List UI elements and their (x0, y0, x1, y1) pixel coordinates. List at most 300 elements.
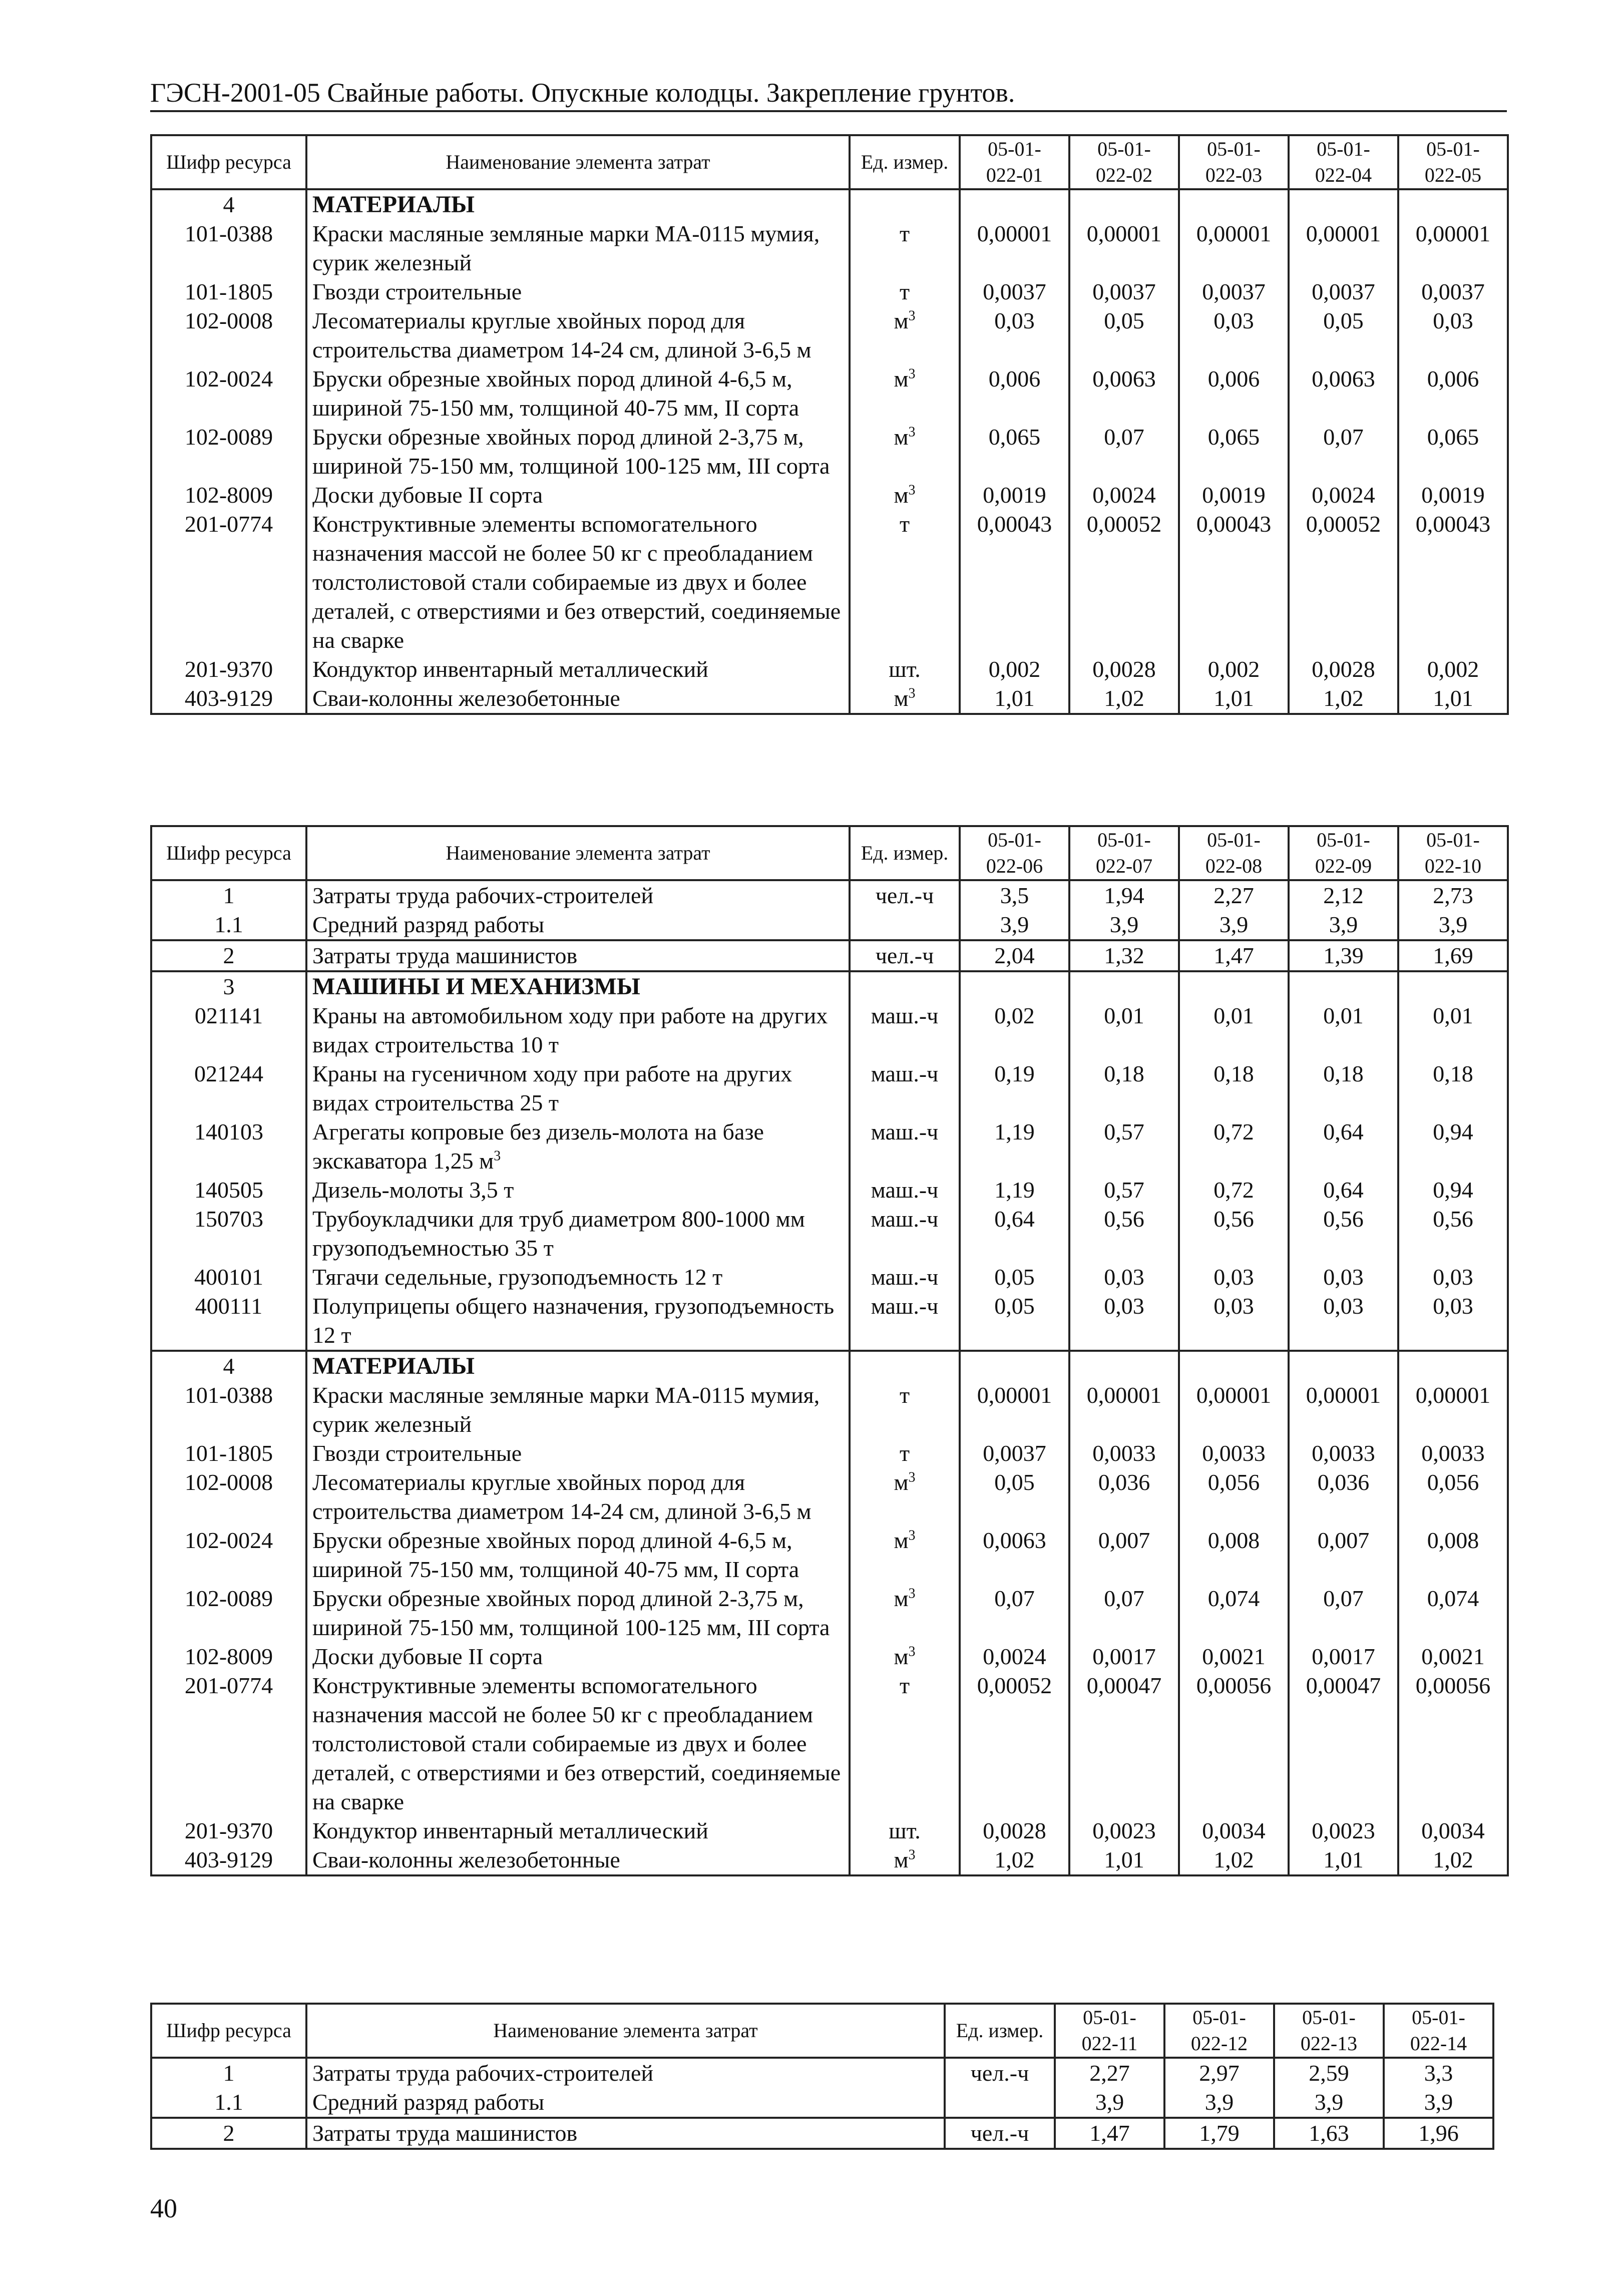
value-cell: 0,00043 (960, 510, 1069, 655)
cost-element-name: Агрегаты копровые без дизель-молота на базе экскаватора 1,25 $м^3$ (306, 1117, 850, 1176)
value-cell (960, 1351, 1069, 1381)
value-cell: 3,9 (1398, 910, 1508, 940)
resource-code: 101-0388 (151, 219, 306, 277)
cost-element-name: МАТЕРИАЛЫ (306, 1351, 850, 1381)
page-header: ГЭСН-2001-05 Свайные работы. Опускные колодцы. Закрепление грунтов. (150, 75, 1507, 112)
cost-element-name: МАШИНЫ И МЕХАНИЗМЫ (306, 971, 850, 1001)
table-row (151, 1176, 1508, 1205)
value-cell: 3,9 (960, 910, 1069, 940)
unit-cell: $м^3$ (850, 1584, 960, 1642)
value-cell: 1,02 (1179, 1845, 1289, 1875)
unit-cell (945, 2088, 1055, 2118)
table-row (151, 880, 1508, 910)
value-cell: 2,27 (1179, 880, 1289, 910)
value-cell: 0,01 (1289, 1001, 1398, 1059)
value-cell: 1,01 (960, 684, 1069, 714)
value-cell: 0,03 (1289, 1292, 1398, 1351)
table-row (151, 1439, 1508, 1468)
value-cell: 0,036 (1069, 1468, 1179, 1526)
table-row (151, 1381, 1508, 1439)
cost-element-name: Кондуктор инвентарный металлический (306, 655, 850, 684)
unit-cell: т (850, 1381, 960, 1439)
value-cell (1069, 189, 1179, 219)
value-cell: 0,00056 (1179, 1671, 1289, 1816)
unit-cell: шт. (850, 1816, 960, 1845)
value-cell: 3,9 (1274, 2088, 1384, 2118)
value-cell (1398, 1351, 1508, 1381)
unit-cell: $м^3$ (850, 1845, 960, 1875)
unit-cell: маш.-ч (850, 1059, 960, 1117)
value-cell (1179, 971, 1289, 1001)
table-row (151, 2118, 1493, 2149)
cost-element-name: Затраты труда рабочих-строителей (306, 2058, 945, 2088)
value-cell: 0,0028 (960, 1816, 1069, 1845)
value-cell: 0,0028 (1069, 655, 1179, 684)
cost-element-name: Сваи-колонны железобетонные (306, 1845, 850, 1875)
value-cell: 0,074 (1179, 1584, 1289, 1642)
table-row (151, 1816, 1508, 1845)
value-cell: 0,00052 (1289, 510, 1398, 655)
value-cell: 0,03 (1289, 1263, 1398, 1292)
value-cell: 0,006 (1179, 364, 1289, 423)
unit-cell: чел.-ч (850, 880, 960, 910)
value-cell: 1,79 (1164, 2118, 1274, 2149)
value-cell: 0,056 (1179, 1468, 1289, 1526)
value-cell: 0,01 (1398, 1001, 1508, 1059)
value-cell: 0,0063 (1289, 364, 1398, 423)
value-cell: 0,0033 (1069, 1439, 1179, 1468)
value-cell: 0,002 (1398, 655, 1508, 684)
value-cell: 0,0023 (1289, 1816, 1398, 1845)
value-cell: 3,9 (1289, 910, 1398, 940)
value-cell: 1,01 (1069, 1845, 1179, 1875)
value-cell: 0,94 (1398, 1176, 1508, 1205)
value-cell: 2,97 (1164, 2058, 1274, 2088)
table-header-row (151, 826, 1508, 880)
table-header-row (151, 135, 1508, 189)
resource-code: 4 (151, 1351, 306, 1381)
unit-cell: маш.-ч (850, 1292, 960, 1351)
value-cell: 0,07 (1069, 1584, 1179, 1642)
resource-code: 400101 (151, 1263, 306, 1292)
value-cell: 0,07 (1069, 423, 1179, 481)
table-row (151, 2058, 1493, 2088)
header-rate-code: 05-01- 022-10 (1398, 826, 1508, 880)
unit-cell: чел.-ч (945, 2058, 1055, 2088)
value-cell: 1,02 (1069, 684, 1179, 714)
cost-element-name: Доски дубовые II сорта (306, 481, 850, 510)
value-cell: 0,03 (1179, 306, 1289, 364)
value-cell (1398, 971, 1508, 1001)
value-cell: 0,07 (1289, 1584, 1398, 1642)
resource-code: 101-1805 (151, 1439, 306, 1468)
value-cell: 1,47 (1179, 940, 1289, 971)
value-cell (1289, 189, 1398, 219)
value-cell: 0,00047 (1289, 1671, 1398, 1816)
value-cell: 0,0019 (1398, 481, 1508, 510)
unit-cell: $м^3$ (850, 1526, 960, 1584)
resource-code: 101-1805 (151, 277, 306, 306)
value-cell: 0,94 (1398, 1117, 1508, 1176)
unit-cell: маш.-ч (850, 1263, 960, 1292)
section-row (151, 189, 1508, 219)
table-row (151, 1671, 1508, 1816)
unit-cell: маш.-ч (850, 1001, 960, 1059)
unit-cell: $м^3$ (850, 306, 960, 364)
value-cell: 0,03 (1398, 306, 1508, 364)
value-cell: 1,01 (1179, 684, 1289, 714)
section-row (151, 971, 1508, 1001)
value-cell (960, 189, 1069, 219)
unit-cell: т (850, 1671, 960, 1816)
resource-code: 3 (151, 971, 306, 1001)
value-cell: 0,00001 (960, 219, 1069, 277)
value-cell: 0,0019 (960, 481, 1069, 510)
resource-table-2 (150, 825, 1509, 1876)
table-row (151, 306, 1508, 364)
value-cell: 3,9 (1055, 2088, 1164, 2118)
table-row (151, 1584, 1508, 1642)
value-cell: 0,00052 (960, 1671, 1069, 1816)
value-cell: 0,07 (1289, 423, 1398, 481)
value-cell: 0,0021 (1179, 1642, 1289, 1671)
unit-cell: $м^3$ (850, 481, 960, 510)
value-cell: 0,0037 (960, 1439, 1069, 1468)
unit-cell (850, 189, 960, 219)
value-cell: 0,00001 (1069, 1381, 1179, 1439)
unit-cell: $м^3$ (850, 364, 960, 423)
header-cost-element-name: Наименование элемента затрат (306, 2004, 945, 2058)
table-row (151, 655, 1508, 684)
table-row (151, 1642, 1508, 1671)
resource-code: 403-9129 (151, 684, 306, 714)
value-cell: 0,0033 (1289, 1439, 1398, 1468)
cost-element-name: Краны на автомобильном ходу при работе на других видах строительства 10 т (306, 1001, 850, 1059)
value-cell: 0,64 (1289, 1176, 1398, 1205)
value-cell: 3,9 (1179, 910, 1289, 940)
value-cell: 0,007 (1289, 1526, 1398, 1584)
header-rate-code: 05-01- 022-08 (1179, 826, 1289, 880)
unit-cell: маш.-ч (850, 1117, 960, 1176)
value-cell: 0,002 (1179, 655, 1289, 684)
value-cell: 0,01 (1179, 1001, 1289, 1059)
value-cell: 0,18 (1179, 1059, 1289, 1117)
value-cell: 0,00001 (1289, 1381, 1398, 1439)
value-cell: 0,065 (1179, 423, 1289, 481)
value-cell: 0,64 (960, 1205, 1069, 1263)
cost-element-name: Кондуктор инвентарный металлический (306, 1816, 850, 1845)
cost-element-name: Затраты труда машинистов (306, 940, 850, 971)
value-cell: 0,0033 (1398, 1439, 1508, 1468)
unit-cell: т (850, 219, 960, 277)
value-cell: 0,0037 (1398, 277, 1508, 306)
value-cell: 0,0034 (1398, 1816, 1508, 1845)
header-rate-code: 05-01- 022-09 (1289, 826, 1398, 880)
header-rate-code: 05-01- 022-03 (1179, 135, 1289, 189)
cost-element-name: Бруски обрезные хвойных пород длиной 4-6,5 м, шириной 75-150 мм, толщиной 40-75 мм, II сорта (306, 1526, 850, 1584)
header-rate-code: 05-01- 022-04 (1289, 135, 1398, 189)
value-cell: 3,9 (1384, 2088, 1493, 2118)
value-cell: 0,0063 (1069, 364, 1179, 423)
table-row (151, 364, 1508, 423)
value-cell (1398, 189, 1508, 219)
value-cell: 0,72 (1179, 1117, 1289, 1176)
value-cell: 0,065 (960, 423, 1069, 481)
value-cell: 0,05 (960, 1468, 1069, 1526)
value-cell: 0,0037 (1069, 277, 1179, 306)
cost-element-name: Лесоматериалы круглые хвойных пород для строительства диаметром 14-24 см, длиной 3-6,5 м (306, 306, 850, 364)
value-cell: 0,01 (1069, 1001, 1179, 1059)
value-cell: 0,0033 (1179, 1439, 1289, 1468)
cost-element-name: Бруски обрезные хвойных пород длиной 4-6,5 м, шириной 75-150 мм, толщиной 40-75 мм, II сорта (306, 364, 850, 423)
table-row (151, 1059, 1508, 1117)
value-cell: 1,96 (1384, 2118, 1493, 2149)
resource-code: 102-0008 (151, 1468, 306, 1526)
cost-element-name: Конструктивные элементы вспомогательного назначения массой не более 50 кг с преобладанием толстолистовой стали собираемые из двух и более деталей, с отверстиями и без отверстий, соединяемые на сварке (306, 510, 850, 655)
cost-element-name: Лесоматериалы круглые хвойных пород для строительства диаметром 14-24 см, длиной 3-6,5 м (306, 1468, 850, 1526)
resource-code: 102-0024 (151, 1526, 306, 1584)
value-cell: 1,02 (960, 1845, 1069, 1875)
unit-cell (850, 971, 960, 1001)
header-unit: Ед. измер. (850, 135, 960, 189)
resource-code: 1 (151, 880, 306, 910)
value-cell: 2,04 (960, 940, 1069, 971)
value-cell: 0,05 (960, 1292, 1069, 1351)
cost-element-name: Бруски обрезные хвойных пород длиной 2-3,75 м, шириной 75-150 мм, толщиной 100-125 мм, III сорта (306, 1584, 850, 1642)
value-cell: 0,00001 (1069, 219, 1179, 277)
header-resource-code: Шифр ресурса (151, 2004, 306, 2058)
resource-table-1 (150, 134, 1509, 715)
unit-cell: т (850, 510, 960, 655)
cost-element-name: Бруски обрезные хвойных пород длиной 2-3,75 м, шириной 75-150 мм, толщиной 100-125 мм, III сорта (306, 423, 850, 481)
unit-cell (850, 910, 960, 940)
cost-element-name: Конструктивные элементы вспомогательного назначения массой не более 50 кг с преобладанием толстолистовой стали собираемые из двух и более деталей, с отверстиями и без отверстий, соединяемые на сварке (306, 1671, 850, 1816)
unit-cell: маш.-ч (850, 1176, 960, 1205)
value-cell: 0,0037 (960, 277, 1069, 306)
value-cell (1069, 1351, 1179, 1381)
value-cell: 3,9 (1164, 2088, 1274, 2118)
header-rate-code: 05-01- 022-01 (960, 135, 1069, 189)
resource-table-3 (150, 2003, 1494, 2150)
resource-code: 021244 (151, 1059, 306, 1117)
value-cell: 0,00001 (960, 1381, 1069, 1439)
resource-code: 150703 (151, 1205, 306, 1263)
header-cost-element-name: Наименование элемента затрат (306, 135, 850, 189)
value-cell: 0,03 (1179, 1263, 1289, 1292)
value-cell: 0,007 (1069, 1526, 1179, 1584)
resource-code: 2 (151, 940, 306, 971)
value-cell: 2,59 (1274, 2058, 1384, 2088)
value-cell: 0,19 (960, 1059, 1069, 1117)
header-rate-code: 05-01- 022-12 (1164, 2004, 1274, 2058)
table-row (151, 510, 1508, 655)
cost-element-name: Гвозди строительные (306, 1439, 850, 1468)
value-cell: 0,065 (1398, 423, 1508, 481)
value-cell: 0,002 (960, 655, 1069, 684)
table-row (151, 1468, 1508, 1526)
value-cell: 0,056 (1398, 1468, 1508, 1526)
value-cell: 0,0028 (1289, 655, 1398, 684)
value-cell: 0,00001 (1179, 1381, 1289, 1439)
value-cell: 0,0024 (1289, 481, 1398, 510)
value-cell: 0,00043 (1179, 510, 1289, 655)
unit-cell: $м^3$ (850, 684, 960, 714)
header-rate-code: 05-01- 022-14 (1384, 2004, 1493, 2058)
table-row (151, 910, 1508, 940)
value-cell: 0,57 (1069, 1117, 1179, 1176)
unit-cell: т (850, 1439, 960, 1468)
header-rate-code: 05-01- 022-06 (960, 826, 1069, 880)
value-cell: 0,0024 (1069, 481, 1179, 510)
resource-code: 1.1 (151, 2088, 306, 2118)
table-row (151, 2088, 1493, 2118)
cost-element-name: Затраты труда рабочих-строителей (306, 880, 850, 910)
value-cell: 0,0037 (1179, 277, 1289, 306)
value-cell: 1,94 (1069, 880, 1179, 910)
value-cell: 1,69 (1398, 940, 1508, 971)
value-cell: 2,27 (1055, 2058, 1164, 2088)
resource-code: 101-0388 (151, 1381, 306, 1439)
unit-cell: т (850, 277, 960, 306)
value-cell: 0,57 (1069, 1176, 1179, 1205)
unit-cell: шт. (850, 655, 960, 684)
value-cell: 0,56 (1289, 1205, 1398, 1263)
value-cell (1289, 1351, 1398, 1381)
table-row (151, 1001, 1508, 1059)
value-cell: 1,01 (1289, 1845, 1398, 1875)
cost-element-name: Гвозди строительные (306, 277, 850, 306)
value-cell: 3,3 (1384, 2058, 1493, 2088)
resource-code: 1.1 (151, 910, 306, 940)
cost-element-name: Полуприцепы общего назначения, грузоподъемность 12 т (306, 1292, 850, 1351)
value-cell: 3,5 (960, 880, 1069, 910)
value-cell: 0,0017 (1069, 1642, 1179, 1671)
header-rate-code: 05-01- 022-05 (1398, 135, 1508, 189)
value-cell: 0,72 (1179, 1176, 1289, 1205)
resource-code: 021141 (151, 1001, 306, 1059)
value-cell: 0,18 (1069, 1059, 1179, 1117)
cost-element-name: Дизель-молоты 3,5 т (306, 1176, 850, 1205)
value-cell: 0,56 (1398, 1205, 1508, 1263)
resource-code: 400111 (151, 1292, 306, 1351)
page-number: 40 (150, 2193, 177, 2223)
value-cell: 0,0017 (1289, 1642, 1398, 1671)
cost-element-name: Средний разряд работы (306, 2088, 945, 2118)
value-cell: 0,0023 (1069, 1816, 1179, 1845)
value-cell: 0,0034 (1179, 1816, 1289, 1845)
header-rate-code: 05-01- 022-11 (1055, 2004, 1164, 2058)
value-cell: 0,008 (1179, 1526, 1289, 1584)
table-header-row (151, 2004, 1493, 2058)
value-cell: 0,56 (1179, 1205, 1289, 1263)
resource-code: 102-8009 (151, 481, 306, 510)
table-row (151, 1263, 1508, 1292)
header-cost-element-name: Наименование элемента затрат (306, 826, 850, 880)
value-cell: 0,0037 (1289, 277, 1398, 306)
value-cell: 0,074 (1398, 1584, 1508, 1642)
value-cell: 0,008 (1398, 1526, 1508, 1584)
value-cell: 0,05 (960, 1263, 1069, 1292)
cost-element-name: Краны на гусеничном ходу при работе на других видах строительства 25 т (306, 1059, 850, 1117)
value-cell: 1,19 (960, 1117, 1069, 1176)
table-row (151, 684, 1508, 714)
header-rate-code: 05-01- 022-02 (1069, 135, 1179, 189)
value-cell: 0,03 (960, 306, 1069, 364)
cost-element-name: МАТЕРИАЛЫ (306, 189, 850, 219)
value-cell: 0,00001 (1289, 219, 1398, 277)
value-cell: 1,02 (1289, 684, 1398, 714)
value-cell: 0,03 (1398, 1292, 1508, 1351)
table-row (151, 1526, 1508, 1584)
value-cell (1289, 971, 1398, 1001)
unit-cell: $м^3$ (850, 1468, 960, 1526)
value-cell: 3,9 (1069, 910, 1179, 940)
resource-code: 403-9129 (151, 1845, 306, 1875)
resource-code: 140505 (151, 1176, 306, 1205)
cost-element-name: Средний разряд работы (306, 910, 850, 940)
header-rate-code: 05-01- 022-13 (1274, 2004, 1384, 2058)
value-cell: 1,32 (1069, 940, 1179, 971)
unit-cell: $м^3$ (850, 1642, 960, 1671)
value-cell: 0,64 (1289, 1117, 1398, 1176)
resource-code: 102-0024 (151, 364, 306, 423)
value-cell: 0,00001 (1398, 219, 1508, 277)
cost-element-name: Затраты труда машинистов (306, 2118, 945, 2149)
cost-element-name: Доски дубовые II сорта (306, 1642, 850, 1671)
unit-cell: маш.-ч (850, 1205, 960, 1263)
value-cell: 0,18 (1398, 1059, 1508, 1117)
value-cell: 0,0021 (1398, 1642, 1508, 1671)
value-cell: 0,00047 (1069, 1671, 1179, 1816)
value-cell: 1,47 (1055, 2118, 1164, 2149)
cost-element-name: Краски масляные земляные марки МА-0115 мумия, сурик железный (306, 1381, 850, 1439)
unit-cell: чел.-ч (850, 940, 960, 971)
value-cell: 1,63 (1274, 2118, 1384, 2149)
resource-code: 201-9370 (151, 1816, 306, 1845)
value-cell: 0,02 (960, 1001, 1069, 1059)
value-cell: 0,07 (960, 1584, 1069, 1642)
resource-code: 1 (151, 2058, 306, 2088)
resource-code: 201-0774 (151, 1671, 306, 1816)
header-rate-code: 05-01- 022-07 (1069, 826, 1179, 880)
table-row (151, 219, 1508, 277)
value-cell: 0,03 (1398, 1263, 1508, 1292)
table-row (151, 481, 1508, 510)
cost-element-name: Сваи-колонны железобетонные (306, 684, 850, 714)
value-cell (960, 971, 1069, 1001)
header-resource-code: Шифр ресурса (151, 135, 306, 189)
resource-code: 102-8009 (151, 1642, 306, 1671)
value-cell: 0,05 (1289, 306, 1398, 364)
resource-code: 102-0089 (151, 1584, 306, 1642)
value-cell: 0,006 (960, 364, 1069, 423)
value-cell: 0,00056 (1398, 1671, 1508, 1816)
value-cell: 0,03 (1069, 1263, 1179, 1292)
unit-cell: чел.-ч (945, 2118, 1055, 2149)
resource-code: 4 (151, 189, 306, 219)
resource-code: 140103 (151, 1117, 306, 1176)
header-unit: Ед. измер. (945, 2004, 1055, 2058)
value-cell: 0,00001 (1179, 219, 1289, 277)
value-cell (1179, 189, 1289, 219)
value-cell (1179, 1351, 1289, 1381)
resource-code: 201-0774 (151, 510, 306, 655)
section-row (151, 1351, 1508, 1381)
value-cell: 0,05 (1069, 306, 1179, 364)
value-cell: 0,18 (1289, 1059, 1398, 1117)
cost-element-name: Тягачи седельные, грузоподъемность 12 т (306, 1263, 850, 1292)
value-cell: 1,02 (1398, 1845, 1508, 1875)
